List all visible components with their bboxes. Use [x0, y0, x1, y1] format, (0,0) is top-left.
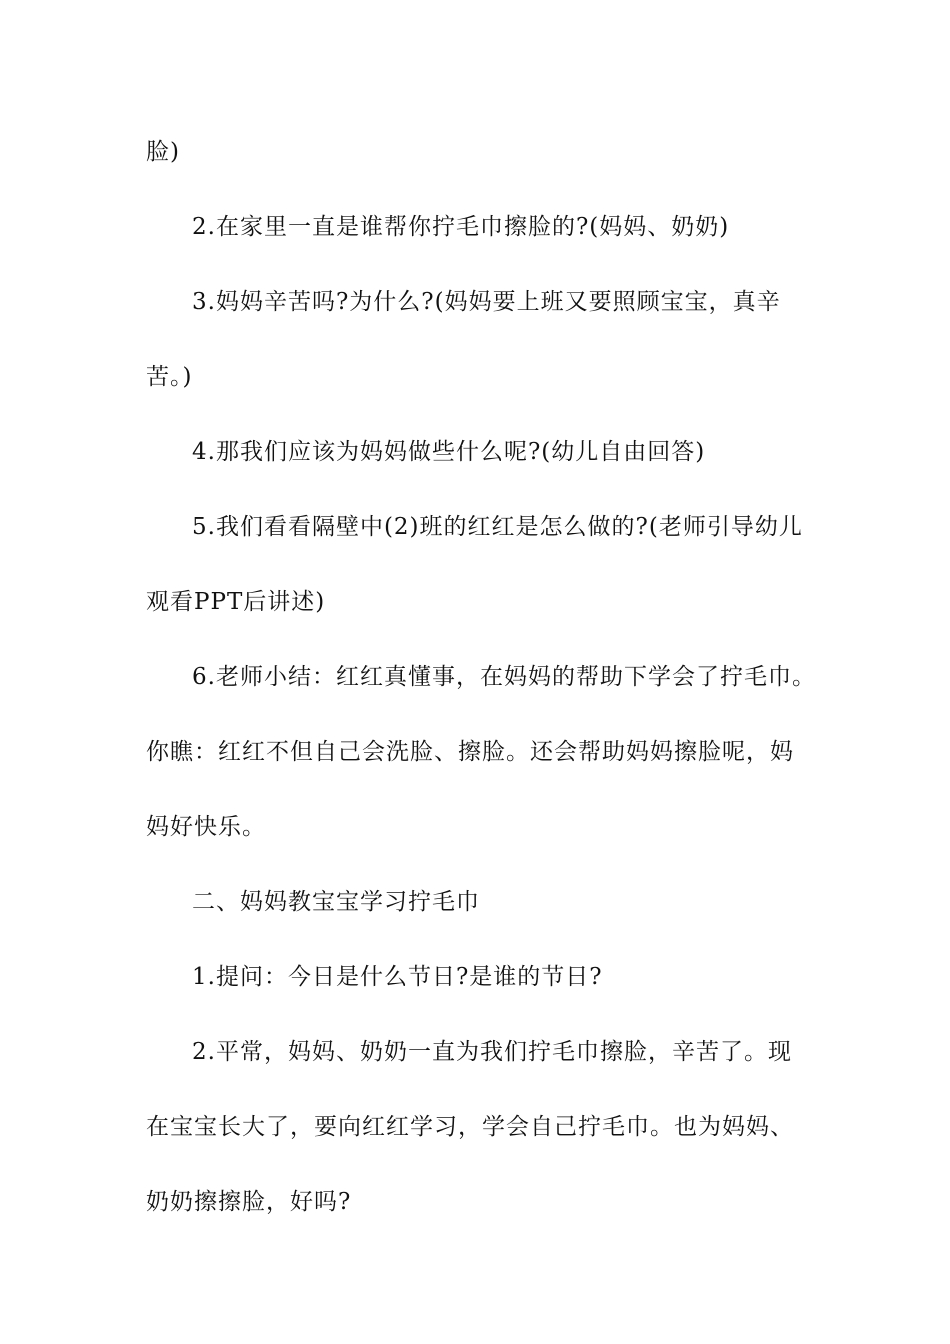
text-line-6: 5.我们看看隔壁中(2)班的红红是怎么做的?(老师引导幼儿 [192, 514, 803, 540]
text-line-12: 1.提问：今日是什么节日?是谁的节日? [192, 964, 603, 990]
text-line-9: 你瞧：红红不但自己会洗脸、擦脸。还会帮助妈妈擦脸呢，妈 [146, 739, 794, 765]
section-heading: 二、妈妈教宝宝学习拧毛巾 [192, 889, 480, 915]
text-line-13: 2.平常，妈妈、奶奶一直为我们拧毛巾擦脸，辛苦了。现 [192, 1039, 792, 1065]
text-line-8: 6.老师小结：红红真懂事，在妈妈的帮助下学会了拧毛巾。 [192, 664, 816, 690]
text-line-4: 苦。) [146, 364, 193, 390]
text-line-3: 3.妈妈辛苦吗?为什么?(妈妈要上班又要照顾宝宝，真辛 [192, 289, 781, 315]
text-line-7: 观看PPT后讲述) [146, 589, 326, 615]
text-line-2: 2.在家里一直是谁帮你拧毛巾擦脸的?(妈妈、奶奶) [192, 214, 730, 240]
text-line-14: 在宝宝长大了，要向红红学习，学会自己拧毛巾。也为妈妈、 [146, 1114, 794, 1140]
text-line-10: 妈好快乐。 [146, 814, 266, 840]
text-line-1: 脸) [146, 139, 180, 165]
text-line-15: 奶奶擦擦脸，好吗? [146, 1189, 352, 1215]
text-line-5: 4.那我们应该为妈妈做些什么呢?(幼儿自由回答) [192, 439, 706, 465]
